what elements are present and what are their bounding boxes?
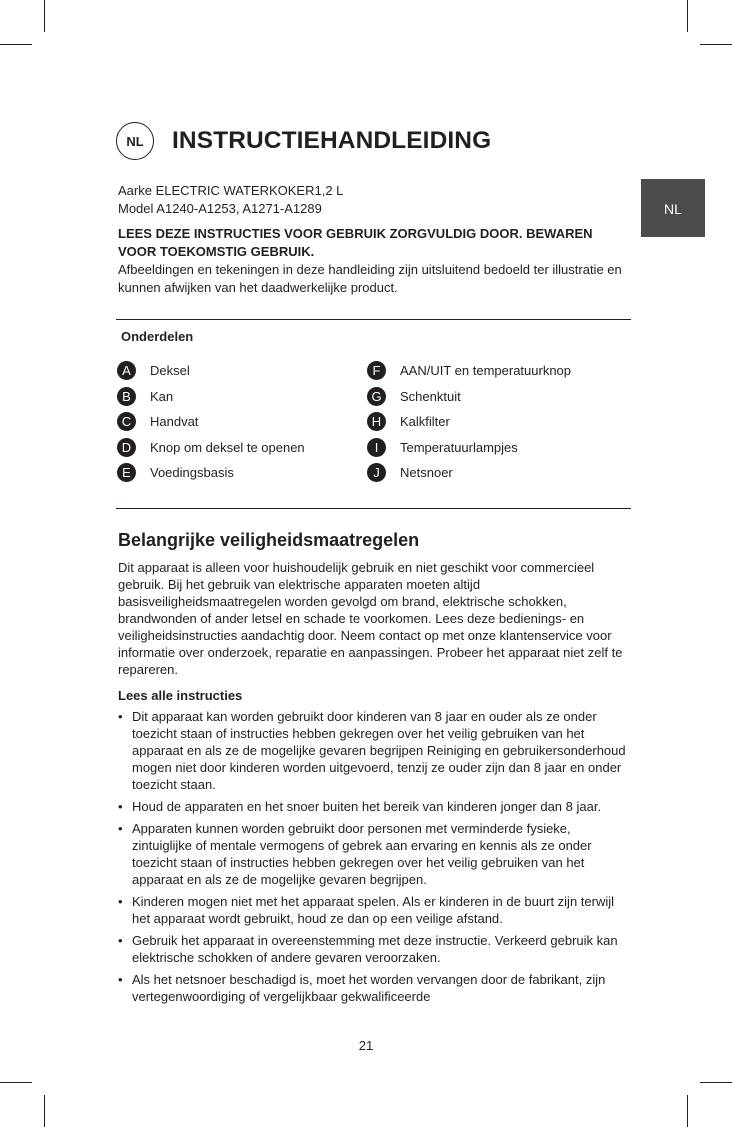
part-letter-badge: D (117, 438, 136, 457)
crop-mark (700, 1082, 732, 1083)
instructions-list (118, 708, 634, 1005)
safety-paragraph: Dit apparaat is alleen voor huishoudelijk gebruik en niet geschikt voor commercieel gebruik. Bij het gebruik van elektrische apparaten moeten altijd basisveiligheidsmaatregelen worden gevolgd om brand, elektrische schokken, brandwonden of ander letsel en schade te voorkomen. Lees deze bedienings- en veiligheidsinstructies aandachtig door. Neem contact op met onze klantenservice voor informatie over onderzoek, reparatie en aanpassingen. Probeer het apparaat niet zelf te repareren. (118, 560, 623, 677)
product-line: Aarke ELECTRIC WATERKOKER1,2 L (118, 183, 344, 198)
part-name: Kalkfilter (400, 414, 450, 430)
part-letter-badge: B (117, 387, 136, 406)
part-name: Handvat (150, 414, 199, 430)
list-item: • Apparaten kunnen worden gebruikt door personen met verminderde fysieke, zintuiglijke of mentale vermogens of gebrek aan ervaring en kennis als ze onder toezicht staan of instructies hebben gekregen over het veilig gebruiken van het apparaat en als ze de mogelijke gevaren begrijpen. (118, 820, 634, 888)
language-side-tab (641, 179, 705, 237)
section-heading: Belangrijke veiligheidsmaatregelen (118, 530, 420, 550)
intro-block (118, 182, 632, 297)
list-item: • Als het netsnoer beschadigd is, moet het worden vervangen door de fabrikant, zijn vertegenwoordiging of vergelijkbaar gekwalificeerde (118, 971, 634, 1005)
part-item (367, 384, 571, 410)
list-item: • Houd de apparaten en het snoer buiten het bereik van kinderen jonger dan 8 jaar. (118, 798, 634, 815)
parts-title: Onderdelen (121, 329, 194, 344)
crop-mark (44, 0, 45, 32)
crop-mark (0, 1082, 32, 1083)
part-item (117, 460, 305, 486)
part-letter-badge: H (367, 412, 386, 431)
list-item: • Kinderen mogen niet met het apparaat spelen. Als er kinderen in de buurt zijn terwijl het apparaat wordt gebruikt, houd ze dan op een veilige afstand. (118, 893, 634, 927)
part-letter-badge: E (117, 463, 136, 482)
part-name: Knop om deksel te openen (150, 439, 305, 455)
part-item (117, 435, 305, 461)
crop-mark (687, 1095, 688, 1127)
part-item (367, 435, 571, 461)
part-letter-badge: J (367, 463, 386, 482)
list-item: • Gebruik het apparaat in overeenstemming met deze instructie. Verkeerd gebruik kan elektrische schokken of andere gevaren veroorzaken. (118, 932, 634, 966)
crop-mark (0, 44, 32, 45)
part-item (367, 358, 571, 384)
part-name: AAN/UIT en temperatuurknop (400, 363, 572, 379)
part-letter-badge: I (367, 438, 386, 457)
part-name: Kan (150, 388, 174, 404)
safety-section (118, 530, 634, 1010)
part-name: Voedingsbasis (150, 465, 234, 481)
part-item (117, 384, 305, 410)
crop-mark (44, 1095, 45, 1127)
crop-mark (700, 44, 732, 45)
language-badge (116, 122, 154, 160)
part-name: Netsnoer (400, 465, 453, 481)
page-header (116, 122, 491, 160)
language-badge-label: NL (126, 133, 144, 149)
parts-list-right (367, 358, 571, 486)
crop-mark (687, 0, 688, 32)
part-item (367, 409, 571, 435)
divider-bottom (116, 508, 631, 509)
warning-text: LEES DEZE INSTRUCTIES VOOR GEBRUIK ZORGVULDIG DOOR. BEWAREN VOOR TOEKOMSTIG GEBRUIK. (118, 226, 593, 259)
part-item (367, 460, 571, 486)
part-letter-badge: C (117, 412, 136, 431)
part-name: Deksel (150, 363, 190, 379)
part-name: Temperatuurlampjes (400, 439, 518, 455)
list-item: • Dit apparaat kan worden gebruikt door kinderen van 8 jaar en ouder als ze onder toezicht staan of instructies hebben gekregen over het veilig gebruiken van het apparaat en als ze de mogelijke gevaren begrijpen Reiniging en gebruikersonderhoud mogen niet door kinderen worden uitgevoerd, tenzij ze ouder zijn dan 8 jaar en onder toezicht staan. (118, 708, 634, 793)
page-number: 21 (358, 1038, 374, 1053)
part-item (117, 409, 305, 435)
parts-list-left (117, 358, 305, 486)
part-letter-badge: A (117, 361, 136, 380)
part-name: Schenktuit (400, 388, 461, 404)
disclaimer-text: Afbeeldingen en tekeningen in deze handleiding zijn uitsluitend bedoeld ter illustratie en kunnen afwijken van het daadwerkelijke product. (118, 262, 622, 295)
divider-top (116, 319, 631, 320)
page-title: INSTRUCTIEHANDLEIDING (172, 127, 492, 154)
side-tab-label: NL (664, 201, 682, 217)
part-letter-badge: G (367, 387, 386, 406)
part-item (117, 358, 305, 384)
model-line: Model A1240-A1253, A1271-A1289 (118, 201, 322, 216)
instructions-subheading: Lees alle instructies (118, 688, 243, 703)
part-letter-badge: F (367, 361, 386, 380)
